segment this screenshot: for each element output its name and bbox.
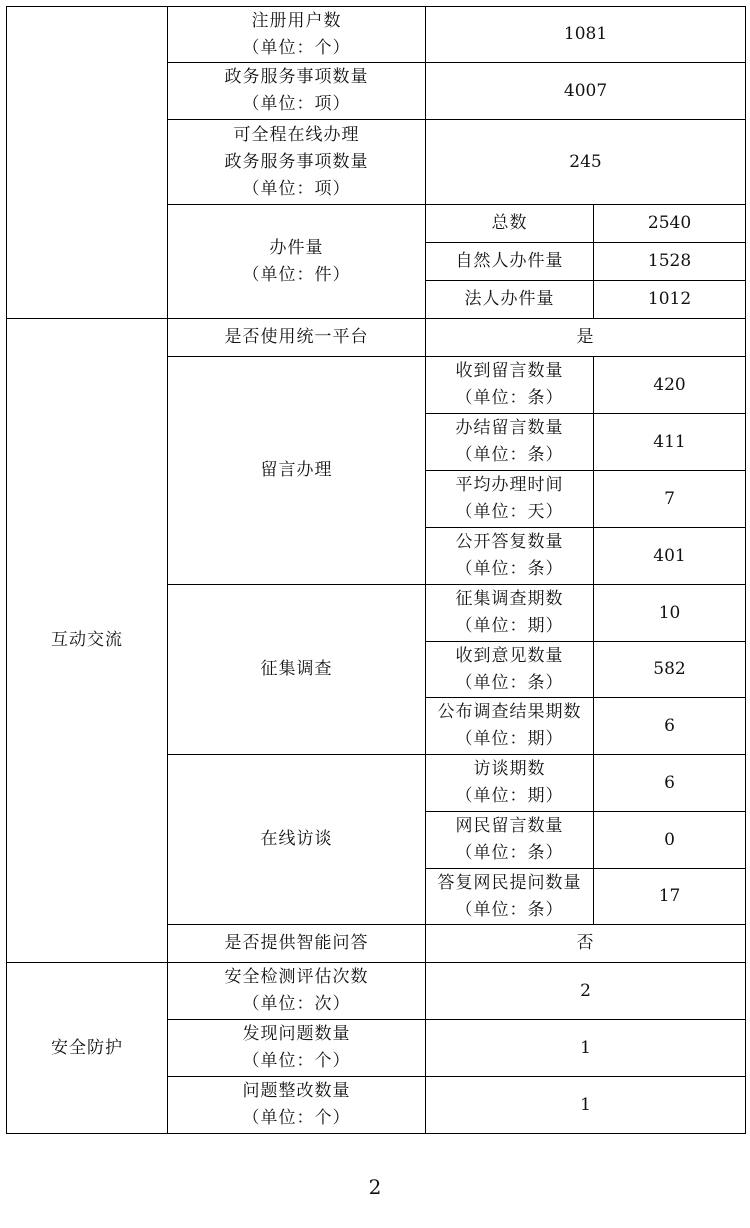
page-number: 2 bbox=[368, 1175, 382, 1199]
value-service-items: 4007 bbox=[426, 63, 746, 120]
item-value: 6 bbox=[594, 698, 746, 755]
row-label-unified-platform: 是否使用统一平台 bbox=[168, 319, 426, 357]
item-label: 公开答复数量 （单位：条） bbox=[426, 528, 594, 585]
cases-sub-label: 自然人办件量 bbox=[426, 243, 594, 281]
item-label: 收到意见数量 （单位：条） bbox=[426, 642, 594, 698]
item-value: 411 bbox=[594, 414, 746, 471]
item-label: 访谈期数 （单位：期） bbox=[426, 755, 594, 812]
row-label-smart-qa: 是否提供智能问答 bbox=[168, 925, 426, 963]
item-value: 10 bbox=[594, 585, 746, 642]
item-label: 平均办理时间 （单位：天） bbox=[426, 471, 594, 528]
cases-sub-value: 2540 bbox=[594, 205, 746, 243]
item-value: 401 bbox=[594, 528, 746, 585]
item-label: 答复网民提问数量 （单位：条） bbox=[426, 869, 594, 925]
row-label-service-items: 政务服务事项数量 （单位：项） bbox=[168, 63, 426, 120]
statistics-table bbox=[6, 6, 746, 1134]
group-label-messages: 留言办理 bbox=[168, 357, 426, 585]
item-label: 公布调查结果期数 （单位：期） bbox=[426, 698, 594, 755]
item-label: 安全检测评估次数 （单位：次） bbox=[168, 963, 426, 1020]
cases-sub-label: 总数 bbox=[426, 205, 594, 243]
value-registered-users: 1081 bbox=[426, 7, 746, 63]
item-value: 582 bbox=[594, 642, 746, 698]
item-label: 办结留言数量 （单位：条） bbox=[426, 414, 594, 471]
cases-sub-value: 1528 bbox=[594, 243, 746, 281]
item-value: 2 bbox=[426, 963, 746, 1020]
value-smart-qa: 否 bbox=[426, 925, 746, 963]
row-label-cases: 办件量 （单位：件） bbox=[168, 205, 426, 319]
item-label: 问题整改数量 （单位：个） bbox=[168, 1077, 426, 1134]
table-row bbox=[7, 963, 746, 1020]
cases-sub-value: 1012 bbox=[594, 281, 746, 319]
item-label: 发现问题数量 （单位：个） bbox=[168, 1020, 426, 1077]
item-value: 1 bbox=[426, 1077, 746, 1134]
value-unified-platform: 是 bbox=[426, 319, 746, 357]
table-row bbox=[7, 7, 746, 63]
row-label-registered-users: 注册用户数 （单位：个） bbox=[168, 7, 426, 63]
item-value: 420 bbox=[594, 357, 746, 414]
item-label: 网民留言数量 （单位：条） bbox=[426, 812, 594, 869]
item-label: 收到留言数量 （单位：条） bbox=[426, 357, 594, 414]
row-label-online-items: 可全程在线办理 政务服务事项数量 （单位：项） bbox=[168, 120, 426, 205]
section-cell-blank bbox=[7, 7, 168, 319]
section-label-security: 安全防护 bbox=[7, 963, 168, 1134]
table-row bbox=[7, 319, 746, 357]
value-online-items: 245 bbox=[426, 120, 746, 205]
item-value: 6 bbox=[594, 755, 746, 812]
cases-sub-label: 法人办件量 bbox=[426, 281, 594, 319]
group-label-interview: 在线访谈 bbox=[168, 755, 426, 925]
section-label-interaction: 互动交流 bbox=[7, 319, 168, 963]
group-label-survey: 征集调查 bbox=[168, 585, 426, 755]
item-value: 0 bbox=[594, 812, 746, 869]
item-value: 17 bbox=[594, 869, 746, 925]
item-value: 7 bbox=[594, 471, 746, 528]
item-value: 1 bbox=[426, 1020, 746, 1077]
item-label: 征集调查期数 （单位：期） bbox=[426, 585, 594, 642]
